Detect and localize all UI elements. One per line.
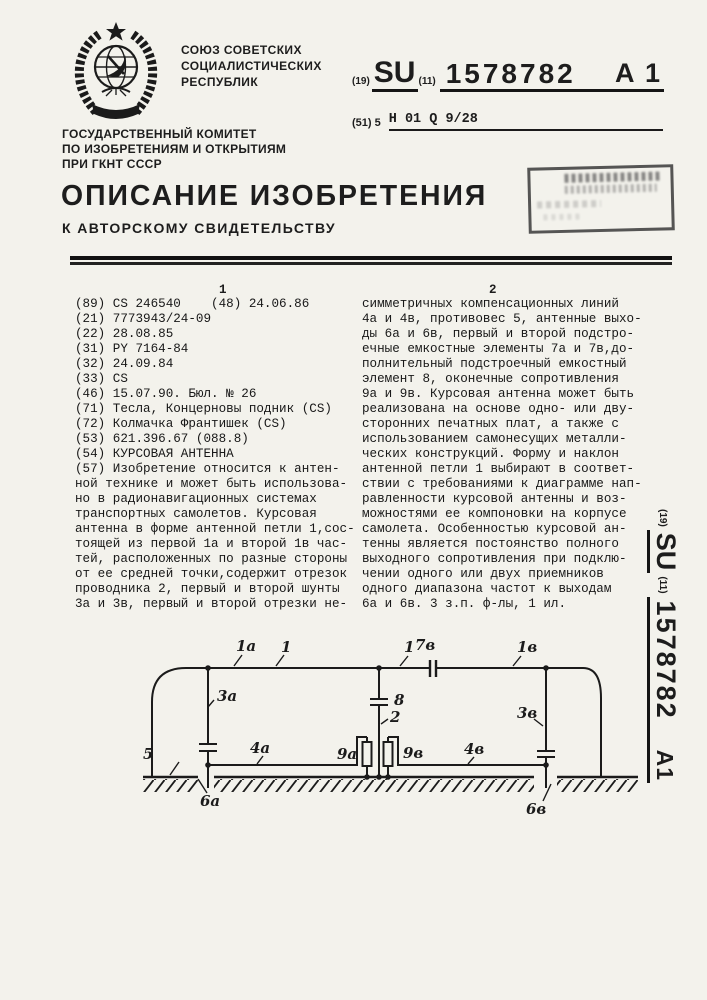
label-9a: 9а	[337, 745, 358, 763]
label-2: 2	[390, 708, 401, 726]
label-3b: 3в	[517, 704, 538, 722]
document-number: 1578782	[445, 58, 576, 89]
label-4b: 4в	[464, 740, 485, 758]
country-code: SU	[372, 58, 419, 92]
sidebar-publication-id	[647, 506, 701, 783]
kind-code: A 1	[614, 58, 662, 88]
document-title: ОПИСАНИЕ ИЗОБРЕТЕНИЯ	[61, 180, 488, 212]
sidebar-code-19: (19)	[657, 509, 668, 527]
label-4a: 4а	[250, 739, 271, 757]
label-7b: 7в	[415, 636, 436, 654]
label-1a: 1а	[236, 637, 257, 655]
sidebar-country-code: SU	[647, 530, 679, 574]
bibliography-and-abstract-column: (89) CS 246540 (48) 24.06.86 (21) 7773943/24-09 (22) 28.08.85 (31) PY 7164-84 (32) 24.09.84 (33) CS (46) 15.07.90. Бюл. № 26 (71) Тесла, Концерновы подник (CS) (72) Колмачка Франтишек (CS) (53) 621.396.67 (088.8) (54) КУРСОВАЯ АНТЕННА (57) Изобретение относится к антен- ной технике и может быть использова- но в радионавигационных системах транспортных самолетов. Курсовая антенна в форме антенной петли 1,сос- тоящей из первой 1а и второй 1в час- тей, расположенных по разные стороны от ее средней точки,содержит отрезок проводника 2, первый и второй шунты 3а и 3в, первый и второй отрезки не-	[75, 297, 355, 611]
country-name: СОЮЗ СОВЕТСКИХ СОЦИАЛИСТИЧЕСКИХ РЕСПУБЛИК	[181, 43, 322, 89]
ipc-label: (51) 5	[352, 117, 381, 129]
label-6a: 6а	[200, 792, 221, 810]
code-11-label: (11)	[418, 76, 436, 87]
schematic-wires	[143, 655, 638, 801]
label-1-left: 1	[281, 638, 292, 656]
ipc-code: H 01 Q 9/28	[389, 112, 663, 131]
column-number-left: 1	[219, 283, 227, 297]
label-1-right: 1	[404, 638, 415, 656]
committee-name: ГОСУДАРСТВЕННЫЙ КОМИТЕТ ПО ИЗОБРЕТЕНИЯМ И ОТКРЫТИЯМ ПРИ ГКНТ СССР	[62, 127, 287, 171]
sidebar-code-11: (11)	[657, 576, 668, 594]
label-3a: 3а	[217, 687, 238, 705]
abstract-continuation-column: симметричных компенсационных линий 4а и 4в, противовес 5, антенные выхо- ды 6а и 6в, первый и второй подстро- ечные емкостные элементы 7а и 7в,до- полнительный подстроечный емкостный элемент 8, оконечные сопротивления 9а и 9в. Курсовая антенна может быть реализована на основе одно- или дву- сторонних печатных плат, а также с использованием самонесущих металли- ческих конструкций. Форму и наклон антенной петли 1 выбирают в соответ- ствии с требованиями к диаграмме нап- равленности курсовой антенны и воз- можностями ее компоновки на корпусе самолета. Особенностью курсовой ан- тенны является постоянство полного выходного сопротивления при подклю- чении одного или двух приемников одного диапазона частот к выходам 6а и 6в. 3 з.п. ф-лы, 1 ил.	[362, 297, 642, 611]
label-6b: 6в	[526, 800, 547, 818]
label-5: 5	[143, 745, 154, 763]
label-9b: 9в	[403, 744, 424, 762]
code-19-label: (19)	[352, 76, 370, 87]
sidebar-number-wrap	[647, 597, 679, 784]
label-1b: 1в	[517, 638, 538, 656]
junction-dots	[205, 665, 549, 780]
column-number-right: 2	[489, 283, 497, 297]
label-8: 8	[394, 691, 405, 709]
sidebar-document-number: 1578782	[651, 600, 681, 720]
document-subtitle: К АВТОРСКОМУ СВИДЕТЕЛЬСТВУ	[62, 220, 337, 236]
sidebar-kind-code: A1	[652, 749, 678, 782]
